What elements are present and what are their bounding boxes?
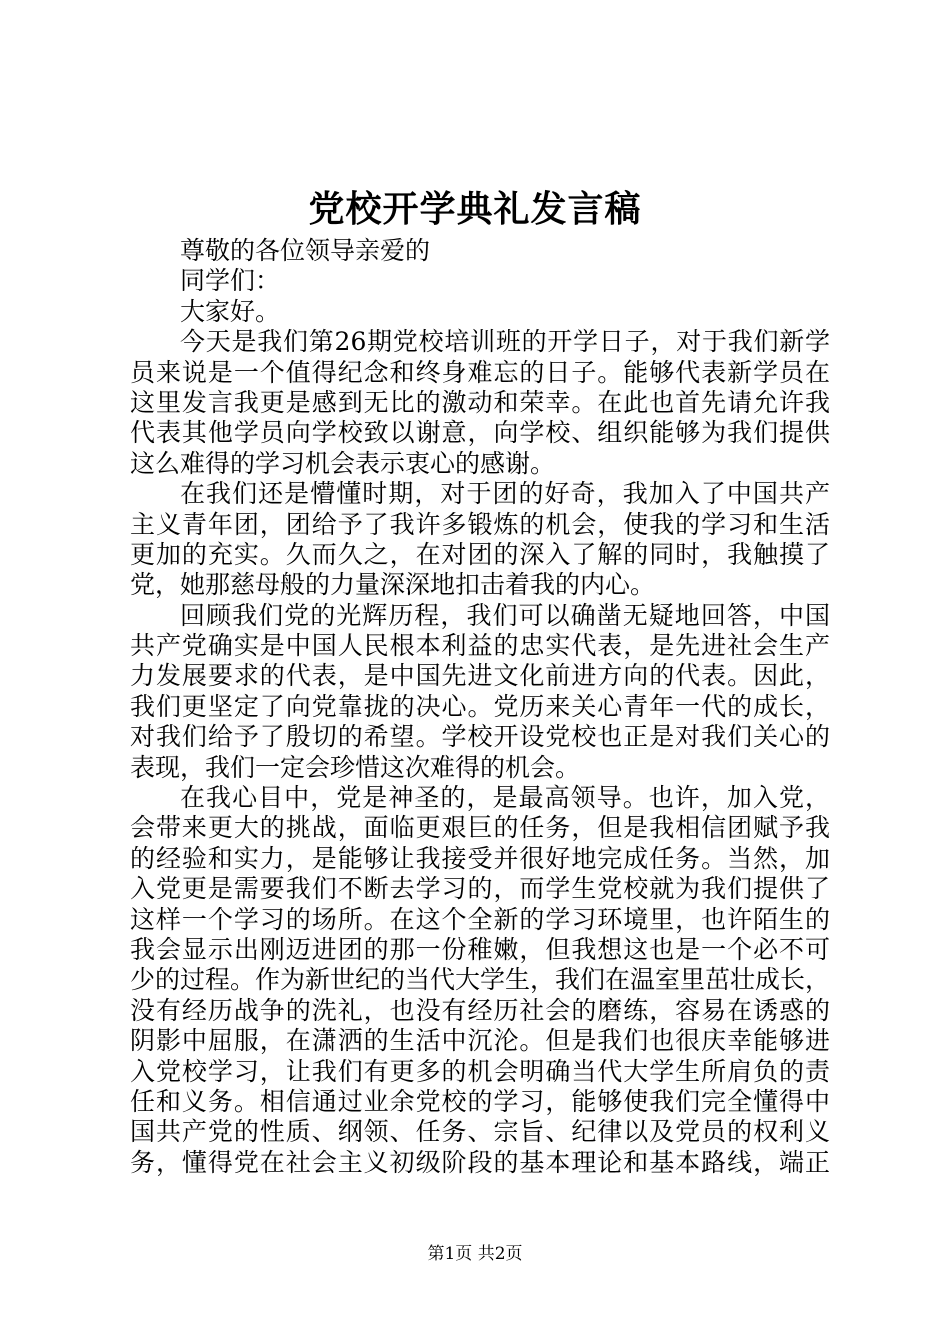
body-line: 入党校学习，让我们有更多的机会明确当代大学生所肩负的责	[130, 1056, 830, 1086]
body-line: 党，她那慈母般的力量深深地扣击着我的内心。	[130, 570, 656, 600]
document-title: 党校开学典礼发言稿	[308, 188, 642, 230]
page-footer: 第1页 共2页	[427, 1244, 523, 1264]
body-line: 主义青年团，团给予了我许多锻炼的机会，使我的学习和生活	[130, 509, 830, 539]
body-line: 国共产党的性质、纲领、任务、宗旨、纪律以及党员的权利义	[130, 1117, 830, 1147]
body-line: 少的过程。作为新世纪的当代大学生，我们在温室里茁壮成长，	[130, 965, 831, 995]
body-line: 表现，我们一定会珍惜这次难得的机会。	[130, 752, 581, 782]
body-line: 没有经历战争的洗礼，也没有经历社会的磨练，容易在诱惑的	[130, 995, 830, 1025]
body-line: 在我心目中，党是神圣的，是最高领导。也许，加入党，	[180, 783, 830, 813]
body-line: 大家好。	[180, 296, 281, 326]
body-line: 这样一个学习的场所。在这个全新的学习环境里，也许陌生的	[130, 904, 830, 934]
body-line: 我会显示出刚迈进团的那一份稚嫩，但我想这也是一个必不可	[130, 934, 830, 964]
body-line: 这里发言我更是感到无比的激动和荣幸。在此也首先请允许我	[130, 387, 830, 417]
body-line: 会带来更大的挑战，面临更艰巨的任务，但是我相信团赋予我	[130, 813, 830, 843]
body-line: 员来说是一个值得纪念和终身难忘的日子。能够代表新学员在	[130, 357, 830, 387]
body-line: 任和义务。相信通过业余党校的学习，能够使我们完全懂得中	[130, 1086, 830, 1116]
body-line: 回顾我们党的光辉历程，我们可以确凿无疑地回答，中国	[180, 600, 830, 630]
body-line: 入党更是需要我们不断去学习的，而学生党校就为我们提供了	[130, 874, 830, 904]
body-line: 同学们：	[180, 266, 281, 296]
body-line: 尊敬的各位领导亲爱的	[180, 236, 431, 265]
body-line: 这么难得的学习机会表示衷心的感谢。	[130, 448, 556, 478]
body-line: 共产党确实是中国人民根本利益的忠实代表，是先进社会生产	[130, 631, 830, 661]
body-line: 代表其他学员向学校致以谢意，向学校、组织能够为我们提供	[130, 418, 830, 448]
body-line: 更加的充实。久而久之，在对团的深入了解的同时，我触摸了	[130, 539, 830, 569]
body-line: 我们更坚定了向党靠拢的决心。党历来关心青年一代的成长，	[130, 691, 830, 721]
body-line: 阴影中屈服，在潇洒的生活中沉沦。但是我们也很庆幸能够进	[130, 1026, 830, 1056]
body-line: 力发展要求的代表，是中国先进文化前进方向的代表。因此，	[130, 661, 830, 691]
body-line: 对我们给予了殷切的希望。学校开设党校也正是对我们关心的	[130, 722, 830, 752]
body-line: 务，懂得党在社会主义初级阶段的基本理论和基本路线，端正	[130, 1147, 830, 1177]
body-line: 今天是我们第26期党校培训班的开学日子，对于我们新学	[180, 327, 830, 357]
body-line: 的经验和实力，是能够让我接受并很好地完成任务。当然，加	[130, 843, 830, 873]
document-body	[130, 236, 830, 1178]
body-line: 在我们还是懵懂时期，对于团的好奇，我加入了中国共产	[180, 479, 830, 509]
